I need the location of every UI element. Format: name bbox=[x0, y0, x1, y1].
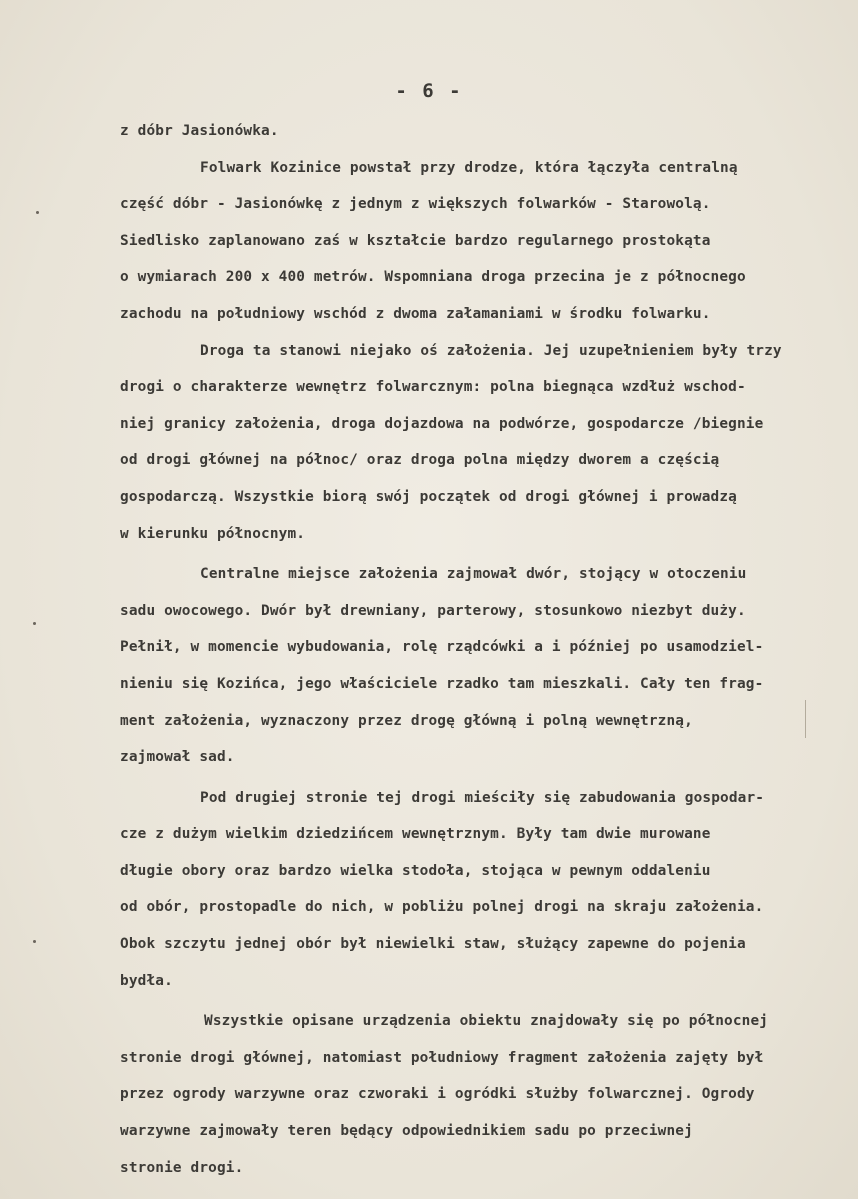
margin-dot-3 bbox=[33, 940, 36, 943]
text-line: cze z dużym wielkim dziedzińcem wewnętrznym. Były tam dwie murowane bbox=[120, 826, 711, 843]
text-line: bydła. bbox=[120, 972, 173, 989]
text-line: z dóbr Jasionówka. bbox=[120, 123, 279, 139]
text-line: nieniu się Kozińca, jego właściciele rzadko tam mieszkali. Cały ten frag- bbox=[120, 675, 764, 692]
text-line: przez ogrody warzywne oraz czworaki i ogródki służby folwarcznej. Ogrody bbox=[120, 1086, 755, 1103]
body-text bbox=[120, 113, 858, 1186]
text-line: stronie drogi. bbox=[120, 1159, 244, 1176]
text-line: zachodu na południowy wschód z dwoma załamaniami w środku folwarku. bbox=[120, 305, 711, 322]
text-line: Pełnił, w momencie wybudowania, rolę rządcówki a i później po usamodziel- bbox=[120, 639, 764, 656]
text-line: Siedlisko zaplanowano zaś w kształcie bardzo regularnego prostokąta bbox=[120, 232, 711, 249]
text-line: stronie drogi głównej, natomiast południowy fragment założenia zajęty był bbox=[120, 1049, 764, 1066]
text-line: niej granicy założenia, droga dojazdowa na podwórze, gospodarcze /biegnie bbox=[120, 415, 764, 432]
text-line: warzywne zajmowały teren będący odpowiednikiem sadu po przeciwnej bbox=[120, 1123, 693, 1140]
text-line: Pod drugiej stronie tej drogi mieściły się zabudowania gospodar- bbox=[200, 789, 765, 806]
text-line: Obok szczytu jednej obór był niewielki staw, służący zapewne do pojenia bbox=[120, 936, 746, 953]
text-line: w kierunku północnym. bbox=[120, 525, 306, 542]
text-line: o wymiarach 200 x 400 metrów. Wspomniana droga przecina je z północnego bbox=[120, 269, 746, 286]
text-line: Folwark Kozinice powstał przy drodze, która łączyła centralną bbox=[200, 159, 738, 176]
margin-dot-1 bbox=[36, 211, 39, 214]
text-line: Wszystkie opisane urządzenia obiektu znajdowały się po północnej bbox=[204, 1013, 769, 1030]
text-line: od obór, prostopadle do nich, w pobliżu polnej drogi na skraju założenia. bbox=[120, 899, 764, 916]
margin-dot-2 bbox=[33, 622, 36, 625]
text-line: gospodarczą. Wszystkie biorą swój początek od drogi głównej i prowadzą bbox=[120, 488, 737, 505]
text-line: drogi o charakterze wewnętrz folwarcznym: polna biegnąca wzdłuż wschod- bbox=[120, 379, 746, 396]
page-number: - 6 - bbox=[395, 80, 463, 102]
text-line: Centralne miejsce założenia zajmował dwór, stojący w otoczeniu bbox=[200, 566, 747, 583]
text-line: sadu owocowego. Dwór był drewniany, parterowy, stosunkowo niezbyt duży. bbox=[120, 602, 746, 619]
text-line: zajmował sad. bbox=[120, 749, 235, 766]
text-line: od drogi głównej na północ/ oraz droga polna między dworem a częścią bbox=[120, 452, 720, 469]
text-line: długie obory oraz bardzo wielka stodoła, stojąca w pewnym oddaleniu bbox=[120, 862, 711, 879]
text-line: część dóbr - Jasionówkę z jednym z większych folwarków - Starowolą. bbox=[120, 196, 711, 213]
text-line: Droga ta stanowi niejako oś założenia. Jej uzupełnieniem były trzy bbox=[200, 342, 782, 359]
text-line: ment założenia, wyznaczony przez drogę główną i polną wewnętrzną, bbox=[120, 712, 693, 729]
